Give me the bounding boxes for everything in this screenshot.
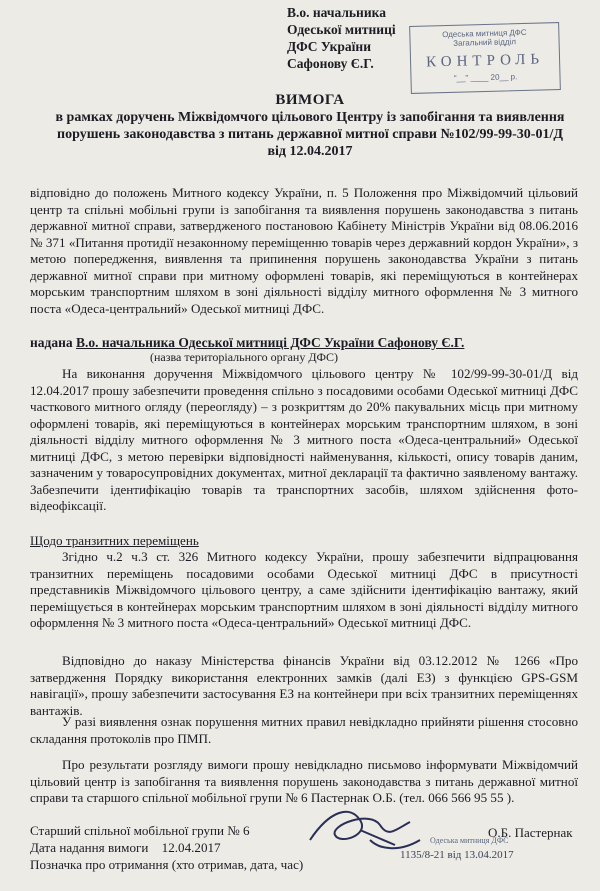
given-to-line	[30, 335, 464, 351]
given-to-prefix: надана	[30, 335, 77, 350]
paragraph-e-locks: Відповідно до наказу Міністерства фінансів України від 03.12.2012 № 1266 «Про затвердження Порядку використання електронних замків (далі ЕЗ) з функцією GPS-GSM навігації», прошу забезпечити застосування ЕЗ на контейнери при всіх транзитних переміщеннях вантажів.	[30, 653, 578, 718]
stamp-line-2: Загальний відділ	[453, 37, 517, 48]
control-stamp	[409, 22, 561, 94]
date-label: Дата надання вимоги	[30, 840, 149, 855]
paragraph-results: Про результати розгляду вимоги прошу невідкладно письмово інформувати Міжвідомчий цільовий центр із запобігання та виявлення порушень законодавства з питань державної митної справи та старшого спільної мобільної групи № 6 Пастернак О.Б. (тел. 066 566 95 55 ).	[30, 757, 578, 805]
paragraph-violations: У разі виявлення ознак порушення митних правил невідкладно прийняти рішення стосовно складання протоколів про ПМП.	[30, 714, 578, 746]
paragraph-basis: відповідно до положень Митного кодексу України, п. 5 Положення про Міжвідомчий цільовий центр та спільні мобільні групи із запобігання та виявлення порушень законодавства з питань державної митної справи, затвердженого постановою Кабінету Міністрів України від 08.06.2016 № 371 «Питання протидії незаконному переміщенню товарів через державний кордон України», з метою попередження, виявлення та припинення порушень законодавства України з питань державної митної справи при митному оформлені товарів, які переміщуються в контейнерах морським транспортним шляхом в зоні діяльності відділу митного оформлення № 3 митного поста «Одеса-центральний» Одеської митниці ДФС.	[30, 185, 578, 316]
addressee-line-1: В.о. начальника Одеської митниці	[287, 5, 396, 37]
stamp-line-4: "__" ____ 20__ р.	[453, 72, 518, 83]
registration-number: 1135/8-21 від 13.04.2017	[400, 849, 514, 861]
registration-stamp-title: Одеська митниця ДФС	[430, 836, 509, 845]
addressee-line-3: Сафонову Є.Г.	[287, 56, 374, 71]
paragraph-inspection: На виконання доручення Міжвідомчого цільового центру № 102/99-99-30-01/Д від 12.04.2017 прошу забезпечити проведення спільно з посадовими особами Одеської митниці ДФС часткового митного огляду (переогляду) – з розкриттям до 20% пакувальних місць при митному оформлені товарів, які переміщуються в контейнерах морським транспортним шляхом, в зоні діяльності відділу митного оформлення № 3 митного поста «Одеса-центральний» Одеської митниці ДФС, з метою перевірки відповідності найменування, кількості, опису товарів даним, зазначеним у товаросупровідних документах, митної декларації та фактично заявленому вантажу. Забезпечити ідентифікацію товарів та транспортних засобів, шляхом здійснення фото-відеофіксації.	[30, 366, 578, 513]
receipt-line: Позначка про отримання (хто отримав, дата, час)	[30, 857, 304, 872]
signer-name: О.Б. Пастернак	[488, 825, 573, 840]
document-title	[40, 92, 580, 160]
given-to-caption: (назва територіального органу ДФС)	[150, 350, 339, 364]
given-to-name: В.о. начальника Одеської митниці ДФС України Сафонову Є.Г.	[76, 335, 465, 350]
transit-label: Щодо транзитних переміщень	[30, 533, 199, 548]
paragraph-transit: Згідно ч.2 ч.3 ст. 326 Митного кодексу України, прошу забезпечити відпрацювання транзитних переміщень посадовими особами Одеської митниці ДФС в присутності представників Міжвідомчого цільового центру, а саме здійснити ідентифікацію вантажу, який переміщується в контейнерах морським транспортним шляхом в зоні діяльності відділу митного оформлення № 3 митного поста «Одеса-центральний» Одеської митниці ДФС.	[30, 549, 578, 630]
title-line-2: в рамках доручень Міжвідомчого цільового Центру із запобігання та виявлення	[55, 110, 565, 125]
date-line	[30, 840, 221, 856]
addressee-line-2: ДФС України	[287, 39, 371, 54]
senior-signature-line: Старший спільної мобільної групи № 6	[30, 823, 250, 838]
stamp-line-3: КОНТРОЛЬ	[425, 51, 545, 71]
date-value: 12.04.2017	[161, 840, 221, 855]
stamp-line-1: Одеська митниця ДФС	[442, 27, 527, 40]
title-heading: ВИМОГА	[275, 92, 345, 108]
title-line-3: порушень законодавства з питань державної митної справи №102/99-99-30-01/Д	[57, 127, 563, 142]
title-line-4: від 12.04.2017	[267, 144, 353, 159]
